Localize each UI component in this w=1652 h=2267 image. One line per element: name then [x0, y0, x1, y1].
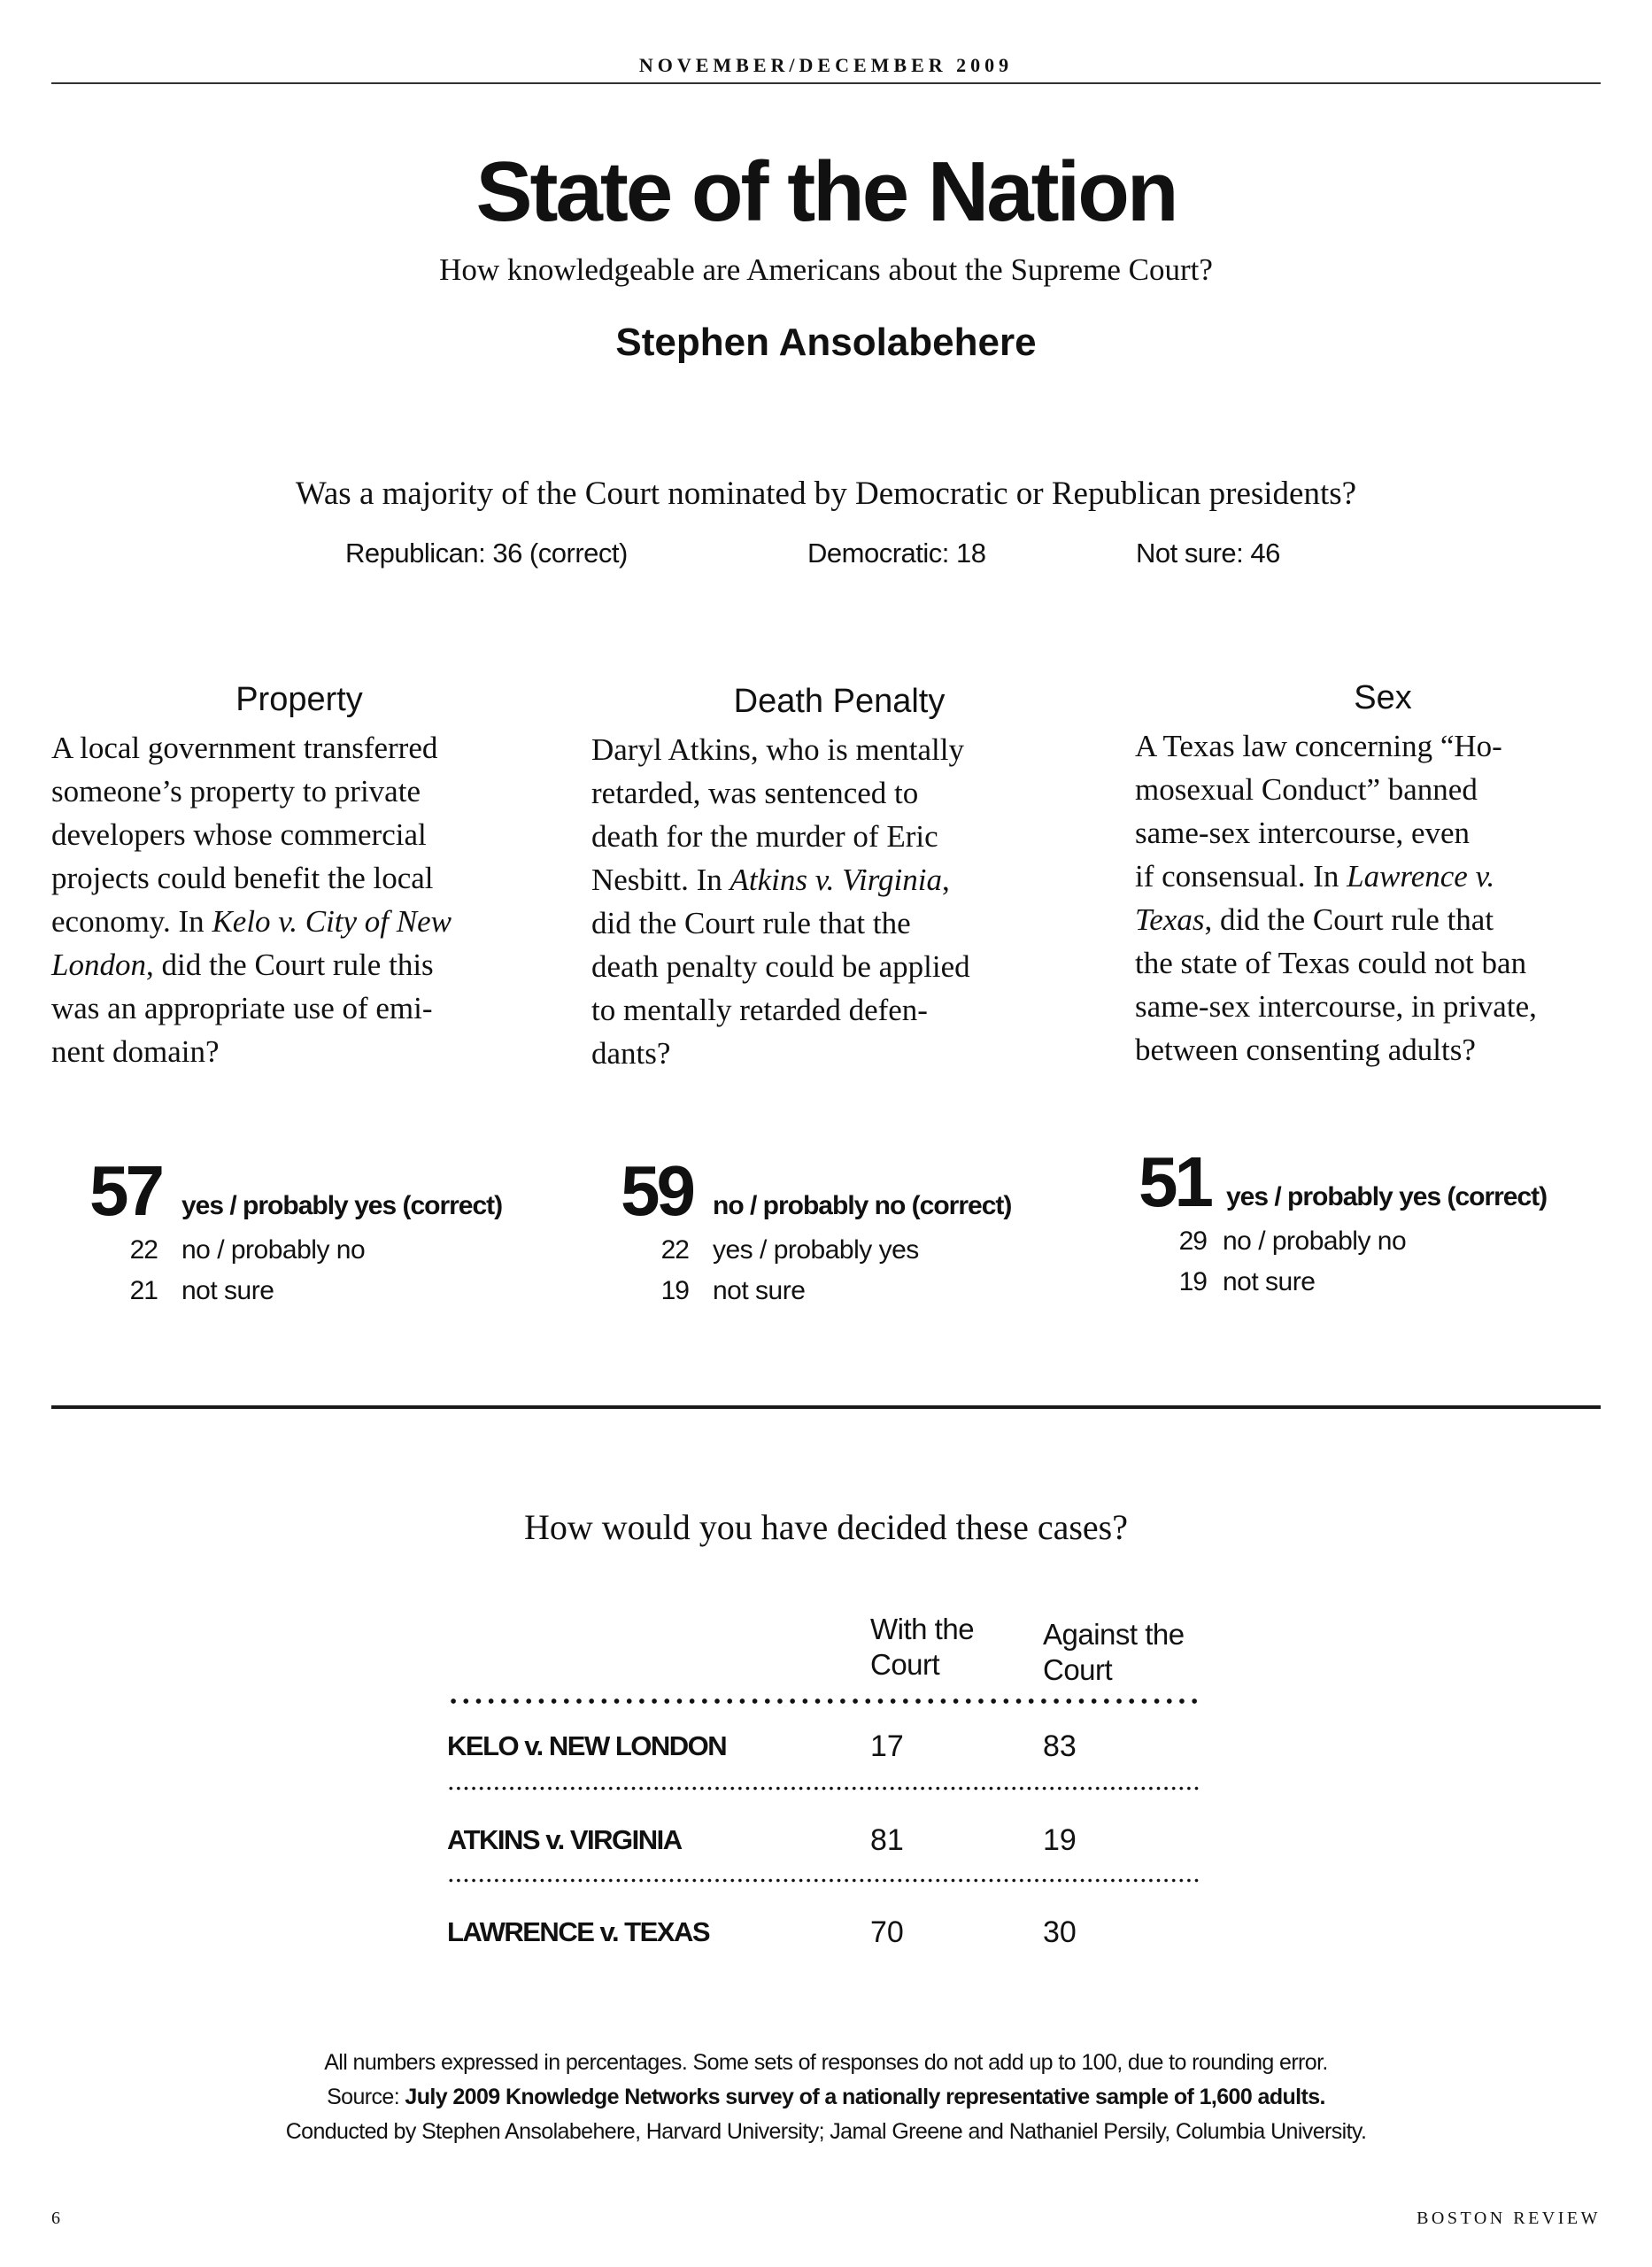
column-heading: Death Penalty: [733, 683, 946, 720]
header-with-line2: Court: [870, 1648, 940, 1681]
result-sex: [1100, 1144, 1579, 1312]
body-line: nent domain?: [51, 1034, 220, 1069]
result-row-value: 29: [1178, 1226, 1207, 1256]
result-row: [1100, 1265, 1579, 1305]
result-property: [51, 1153, 529, 1321]
body-line: death for the murder of Eric: [591, 819, 938, 854]
column-sex: [1135, 673, 1631, 1072]
result-row-value: 19: [660, 1276, 689, 1305]
case-citation: Atkins v. Virginia: [730, 863, 942, 897]
against-value: 30: [1043, 1915, 1077, 1949]
result-row-label: not sure: [713, 1276, 806, 1305]
body-line: mosexual Conduct” banned: [1135, 772, 1478, 807]
body-line: Nesbitt. In Atkins v. Virginia,: [591, 863, 950, 897]
body-line: someone’s property to private: [51, 774, 421, 809]
note-source-bold: July 2009 Knowledge Networks survey of a nationally representative sample of 1,600 adults.: [405, 2085, 1325, 2109]
body-line: same-sex intercourse, even: [1135, 816, 1471, 850]
result-main-label: yes / probably yes (correct): [1226, 1182, 1548, 1211]
cases-question: How would you have decided these cases?: [524, 1507, 1128, 1547]
header-against-court: [1043, 1617, 1200, 1688]
page-number: 6: [51, 2209, 60, 2228]
body-line: between consenting adults?: [1135, 1033, 1476, 1067]
body-line: Daryl Atkins, who is mentally: [591, 732, 964, 767]
footnotes: [0, 2046, 1652, 2149]
body-line: developers whose commercial: [51, 817, 427, 852]
section-divider: [51, 1405, 1601, 1409]
body-line: to mentally retarded defen-: [591, 993, 928, 1027]
result-row-label: no / probably no: [1223, 1226, 1407, 1256]
dotted-rule: [447, 1786, 1200, 1791]
against-value: 83: [1043, 1729, 1077, 1763]
page-title: State of the Nation: [475, 144, 1177, 239]
result-row-label: not sure: [1223, 1267, 1316, 1296]
answer-democratic: Democratic: 18: [807, 538, 986, 569]
column-death-penalty: [591, 677, 1087, 1075]
body-line: dants?: [591, 1036, 671, 1071]
column-heading: Sex: [1354, 679, 1412, 716]
result-death-penalty: [583, 1153, 1061, 1321]
result-row: [51, 1273, 529, 1314]
header-with-line1: With the: [870, 1613, 975, 1645]
with-value: 70: [870, 1915, 904, 1949]
dotted-rule-heavy: [447, 1698, 1200, 1705]
result-row-label: not sure: [181, 1276, 274, 1305]
case-name: ATKINS v. VIRGINIA: [447, 1824, 682, 1855]
case-citation: Texas: [1135, 902, 1205, 937]
body-line: the state of Texas could not ban: [1135, 946, 1527, 980]
body-line: A Texas law concerning “Ho-: [1135, 729, 1502, 763]
note-source-prefix: Source:: [327, 2085, 405, 2109]
body-line: projects could benefit the local: [51, 861, 434, 895]
note-source: [0, 2080, 1652, 2115]
header-rule: [51, 82, 1601, 84]
column-body: [51, 726, 547, 1073]
with-value: 81: [870, 1823, 904, 1857]
column-property: [51, 675, 547, 1073]
answer-republican: Republican: 36 (correct): [345, 538, 628, 569]
author-byline: Stephen Ansolabehere: [615, 321, 1037, 364]
with-value: 17: [870, 1729, 904, 1763]
publication-name: BOSTON REVIEW: [1417, 2209, 1601, 2228]
majority-question: Was a majority of the Court nominated by Democratic or Republican presidents?: [295, 476, 1357, 512]
body-line: death penalty could be applied: [591, 949, 970, 984]
body-line: was an appropriate use of emi-: [51, 991, 433, 1025]
header-against-line1: Against the: [1043, 1618, 1185, 1651]
body-line: retarded, was sentenced to: [591, 776, 919, 810]
case-name: LAWRENCE v. TEXAS: [447, 1916, 710, 1947]
result-row-value: 19: [1178, 1267, 1207, 1296]
running-head: NOVEMBER/DECEMBER 2009: [638, 54, 1014, 76]
note-rounding: All numbers expressed in percentages. Some sets of responses do not add up to 100, due to rounding error.: [324, 2050, 1328, 2075]
result-main-value: 59: [621, 1151, 692, 1230]
body-line: economy. In Kelo v. City of New: [51, 904, 452, 939]
header-against-line2: Court: [1043, 1653, 1113, 1686]
result-row: [1100, 1224, 1579, 1265]
header-with-court: [870, 1612, 1030, 1683]
body-line: Texas, did the Court rule that: [1135, 902, 1494, 937]
result-row: [583, 1233, 1061, 1273]
case-citation: Kelo v. City of New: [212, 904, 452, 939]
result-main-value: 51: [1139, 1142, 1210, 1221]
result-main-label: yes / probably yes (correct): [181, 1191, 503, 1220]
answer-not-sure: Not sure: 46: [1136, 538, 1280, 569]
result-row: [583, 1273, 1061, 1314]
dotted-rule: [447, 1878, 1200, 1883]
column-heading: Property: [235, 681, 363, 718]
subtitle: How knowledgeable are Americans about the Supreme Court?: [439, 252, 1213, 287]
column-body: [1135, 724, 1631, 1072]
result-row: [51, 1233, 529, 1273]
body-line: London, did the Court rule this: [51, 948, 434, 982]
result-row-value: 22: [129, 1235, 158, 1265]
result-row-label: no / probably no: [181, 1235, 366, 1265]
against-value: 19: [1043, 1823, 1077, 1857]
case-citation: London: [51, 948, 146, 982]
result-main-label: no / probably no (correct): [713, 1191, 1012, 1220]
note-conducted: Conducted by Stephen Ansolabehere, Harvard University; Jamal Greene and Nathaniel Persily, Columbia University.: [285, 2119, 1367, 2144]
result-row-label: yes / probably yes: [713, 1235, 919, 1265]
body-line: if consensual. In Lawrence v.: [1135, 859, 1495, 894]
body-line: did the Court rule that the: [591, 906, 911, 940]
result-row-value: 22: [660, 1235, 689, 1265]
case-name: KELO v. NEW LONDON: [447, 1730, 727, 1761]
result-main-value: 57: [89, 1151, 161, 1230]
body-line: same-sex intercourse, in private,: [1135, 989, 1537, 1024]
case-citation: Lawrence v.: [1347, 859, 1495, 894]
cases-table: [447, 1612, 1200, 1966]
column-body: [591, 728, 1087, 1075]
result-row-value: 21: [129, 1276, 158, 1305]
body-line: A local government transferred: [51, 731, 438, 765]
